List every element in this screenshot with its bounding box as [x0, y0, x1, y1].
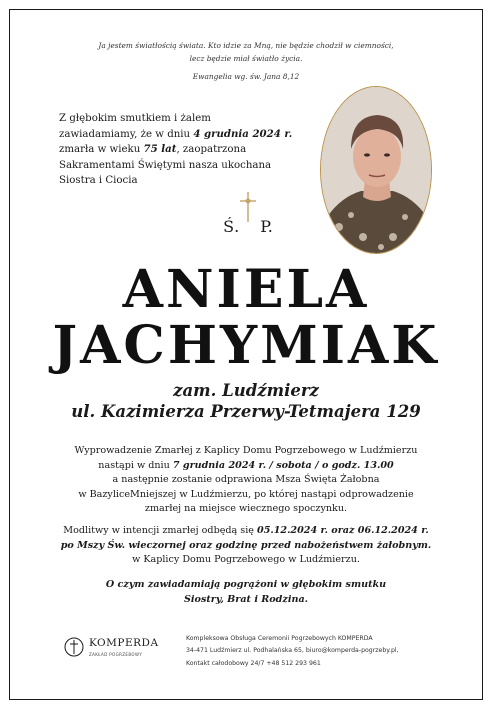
funeral-line-3: a następnie zostanie odprawiona Msza Święta Żałobna — [112, 474, 380, 485]
logo-name: KOMPERDA — [89, 637, 159, 649]
intro-text: zawiadamiamy, że w dniu — [59, 128, 194, 140]
funeral-line-5: zmarłej na miejsce wiecznego spoczynku. — [144, 503, 348, 514]
prayer-line-1 — [40, 524, 452, 539]
quote-line-1: Ja jestem światłością świata. Kto idzie za Mną, nie będzie chodził w ciemności, — [98, 41, 394, 50]
closing-line-2: Siostry, Brat i Rodzina. — [183, 593, 309, 605]
prayer-line-3: w Kaplicy Domu Pogrzebowego w Ludźmierzu. — [132, 554, 360, 565]
intro-text: , zaopatrzona — [176, 144, 247, 156]
age: 75 lat — [143, 143, 177, 156]
funeral-text: nastąpi w dniu — [98, 459, 173, 471]
deceased-photo — [320, 86, 432, 254]
prayer-line-2: po Mszy Św. wieczornej oraz godzinę przed nabożeństwem żałobnym. — [60, 539, 432, 551]
intro-line-1: Z głębokim smutkiem i żalem — [59, 113, 211, 124]
intro-line-2 — [59, 127, 309, 143]
closing-line-1: O czym zawiadamiają pogrążoni w głębokim smutku — [105, 579, 387, 590]
funeral-line-2 — [40, 459, 452, 474]
funeral-line-1: Wyprowadzenie Zmarłej z Kaplicy Domu Pogrzebowego w Ludźmierzu — [74, 445, 418, 456]
intro-line-3 — [59, 142, 309, 158]
intro-text: zmarła w wieku — [59, 144, 144, 156]
last-name: JACHYMIAK — [52, 315, 440, 376]
closing-note — [40, 578, 452, 607]
bible-quote — [60, 40, 432, 65]
footer-line-1: Kompleksowa Obsługa Ceremonii Pogrzebowych KOMPERDA — [186, 635, 373, 642]
residence-line-2: ul. Kazimierza Przerwy-Tetmajera 129 — [71, 402, 421, 421]
funeral-line-4: w BazyliceMniejszej w Ludźmierzu, po której nastąpi odprowadzenie — [78, 488, 414, 500]
intro-line-5: Siostra i Ciocia — [59, 175, 138, 187]
funeral-date: 7 grudnia 2024 r. / sobota / o godz. 13.00 — [172, 459, 394, 471]
announcement-intro — [59, 111, 309, 189]
sp-abbreviation: Ś. P. — [223, 217, 273, 236]
funeral-home-logo — [64, 636, 174, 662]
first-name: ANIELA — [122, 259, 370, 320]
funeral-details — [40, 444, 452, 517]
prayer-dates: 05.12.2024 r. oraz 06.12.2024 r. — [257, 525, 429, 536]
quote-line-2: lecz będzie miał światło życia. — [189, 53, 303, 63]
portrait-image — [321, 87, 432, 254]
funeral-home-contact — [186, 633, 446, 670]
residence-line-1: zam. Ludźmierz — [173, 381, 319, 400]
logo-mark-icon — [64, 636, 84, 658]
death-date: 4 grudnia 2024 r. — [193, 127, 293, 140]
logo-subtitle: ZAKŁAD POGRZEBOWY — [89, 652, 143, 657]
intro-line-4: Sakramentami Świętymi nasza ukochana — [59, 159, 272, 171]
footer-line-3: Kontakt całodobowy 24/7 +48 512 293 961 — [186, 659, 321, 667]
prayer-details — [40, 524, 452, 568]
quote-source: Ewangelia wg. św. Jana 8,12 — [192, 72, 300, 81]
footer-line-2: 34-471 Ludźmierz ul. Podhalańska 65, biuro@komperda-pogrzeby.pl, — [186, 647, 399, 655]
prayer-text: Modlitwy w intencji zmarłej odbędą się — [63, 525, 258, 536]
